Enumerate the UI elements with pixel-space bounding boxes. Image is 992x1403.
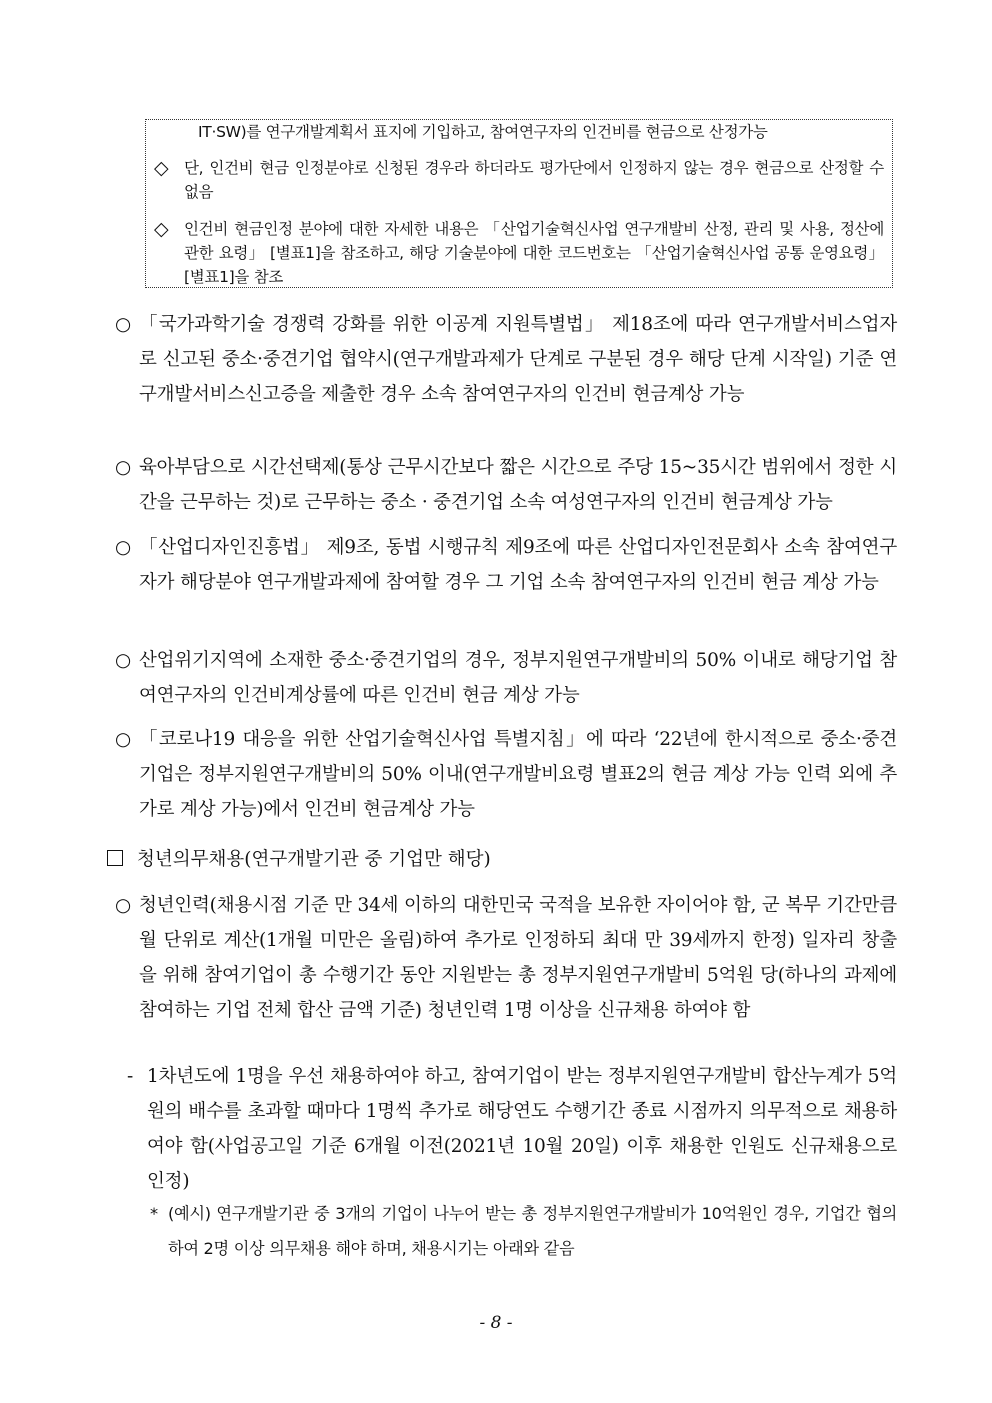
sub-item-text: 1차년도에 1명을 우선 채용하여야 하고, 참여기업이 받는 정부지원연구개발비 합산누계가 5억원의 배수를 초과할 때마다 1명씩 추가로 해당연도 수행기간 종료 시점까지 의무적으로 채용하여야 함(사업공고일 기준 6개월 이전(2021년 10월 20일) 이후 채용한 인원도 신규채용으로 인정) <box>147 1066 897 1192</box>
note-box <box>145 119 893 288</box>
dash-bullet-icon: - <box>127 1066 134 1087</box>
paragraph-crisis-region <box>115 643 897 713</box>
diamond-bullet-icon: ◇ <box>154 157 169 179</box>
example-note-text: (예시) 연구개발기관 중 3개의 기업이 나누어 받는 총 정부지원연구개발비가 10억원인 경우, 기업간 협의하여 2명 이상 의무채용 해야 하며, 채용시기는 아래와 같음 <box>168 1204 897 1258</box>
circle-bullet-icon: ○ <box>115 650 131 671</box>
note-item-text: 인건비 현금인정 분야에 대한 자세한 내용은 「산업기술혁신사업 연구개발비 산정, 관리 및 사용, 정산에 관한 요령」 [별표1]을 참조하고, 해당 기술분야에 대한 코드번호는 「산업기술혁신사업 공통 운영요령」 [별표1]을 참조 <box>184 220 884 286</box>
paragraph-text: 산업위기지역에 소재한 중소·중견기업의 경우, 정부지원연구개발비의 50% 이내로 해당기업 참여연구자의 인건비계상률에 따른 인건비 현금 계상 가능 <box>139 650 897 706</box>
note-item-1 <box>154 156 884 204</box>
circle-bullet-icon: ○ <box>115 895 131 916</box>
note-item-text: 단, 인건비 현금 인정분야로 신청된 경우라 하더라도 평가단에서 인정하지 않는 경우 현금으로 산정할 수 없음 <box>184 159 884 201</box>
paragraph-covid19-guideline <box>115 722 897 827</box>
paragraph-industrial-design <box>115 530 897 600</box>
circle-bullet-icon: ○ <box>115 729 131 750</box>
checkbox-square-icon <box>107 850 123 866</box>
section-heading <box>107 842 491 877</box>
circle-bullet-icon: ○ <box>115 537 131 558</box>
asterisk-bullet-icon: * <box>150 1204 158 1223</box>
paragraph-text: 청년인력(채용시점 기준 만 34세 이하의 대한민국 국적을 보유한 자이어야 함, 군 복무 기간만큼 월 단위로 계산(1개월 미만은 올림)하여 추가로 인정하되 최대 만 39세까지 한정) 일자리 창출을 위해 참여기업이 총 수행기간 동안 지원받는 총 정부지원연구개발비 5억원 당(하나의 과제에 참여하는 기업 전체 합산 금액 기준) 청년인력 1명 이상을 신규채용 하여야 함 <box>139 895 897 1021</box>
example-note <box>150 1196 897 1266</box>
section-heading-text: 청년의무채용(연구개발기관 중 기업만 해당) <box>137 849 491 870</box>
paragraph-part-time-female-researcher <box>115 450 897 520</box>
diamond-bullet-icon: ◇ <box>154 218 169 240</box>
note-continuation-line: IT·SW)를 연구개발계획서 표지에 기입하고, 참여연구자의 인건비를 현금으로 산정가능 <box>198 123 768 141</box>
sub-item-first-year-hiring <box>127 1059 897 1199</box>
circle-bullet-icon: ○ <box>115 457 131 478</box>
paragraph-text: 「산업디자인진흥법」 제9조, 동법 시행규칙 제9조에 따른 산업디자인전문회사 소속 참여연구자가 해당분야 연구개발과제에 참여할 경우 그 기업 소속 참여연구자의 인건비 현금 계상 가능 <box>139 537 897 593</box>
paragraph-rnd-service-company <box>115 307 897 412</box>
page-number: - 8 - <box>479 1313 513 1333</box>
paragraph-text: 「국가과학기술 경쟁력 강화를 위한 이공계 지원특별법」 제18조에 따라 연구개발서비스업자로 신고된 중소·중견기업 협약시(연구개발과제가 단계로 구분된 경우 해당 단계 시작일) 기준 연구개발서비스신고증을 제출한 경우 소속 참여연구자의 인건비 현금계상 가능 <box>139 314 897 405</box>
paragraph-text: 「코로나19 대응을 위한 산업기술혁신사업 특별지침」에 따라 ‘22년에 한시적으로 중소·중견기업은 정부지원연구개발비의 50% 이내(연구개발비요령 별표2의 현금 계상 가능 인력 외에 추가로 계상 가능)에서 인건비 현금계상 가능 <box>139 729 897 820</box>
note-item-2 <box>154 217 884 289</box>
paragraph-text: 육아부담으로 시간선택제(통상 근무시간보다 짧은 시간으로 주당 15~35시간 범위에서 정한 시간을 근무하는 것)로 근무하는 중소 · 중견기업 소속 여성연구자의 인건비 현금계상 가능 <box>139 457 897 513</box>
circle-bullet-icon: ○ <box>115 314 131 335</box>
paragraph-youth-hiring <box>115 888 897 1028</box>
